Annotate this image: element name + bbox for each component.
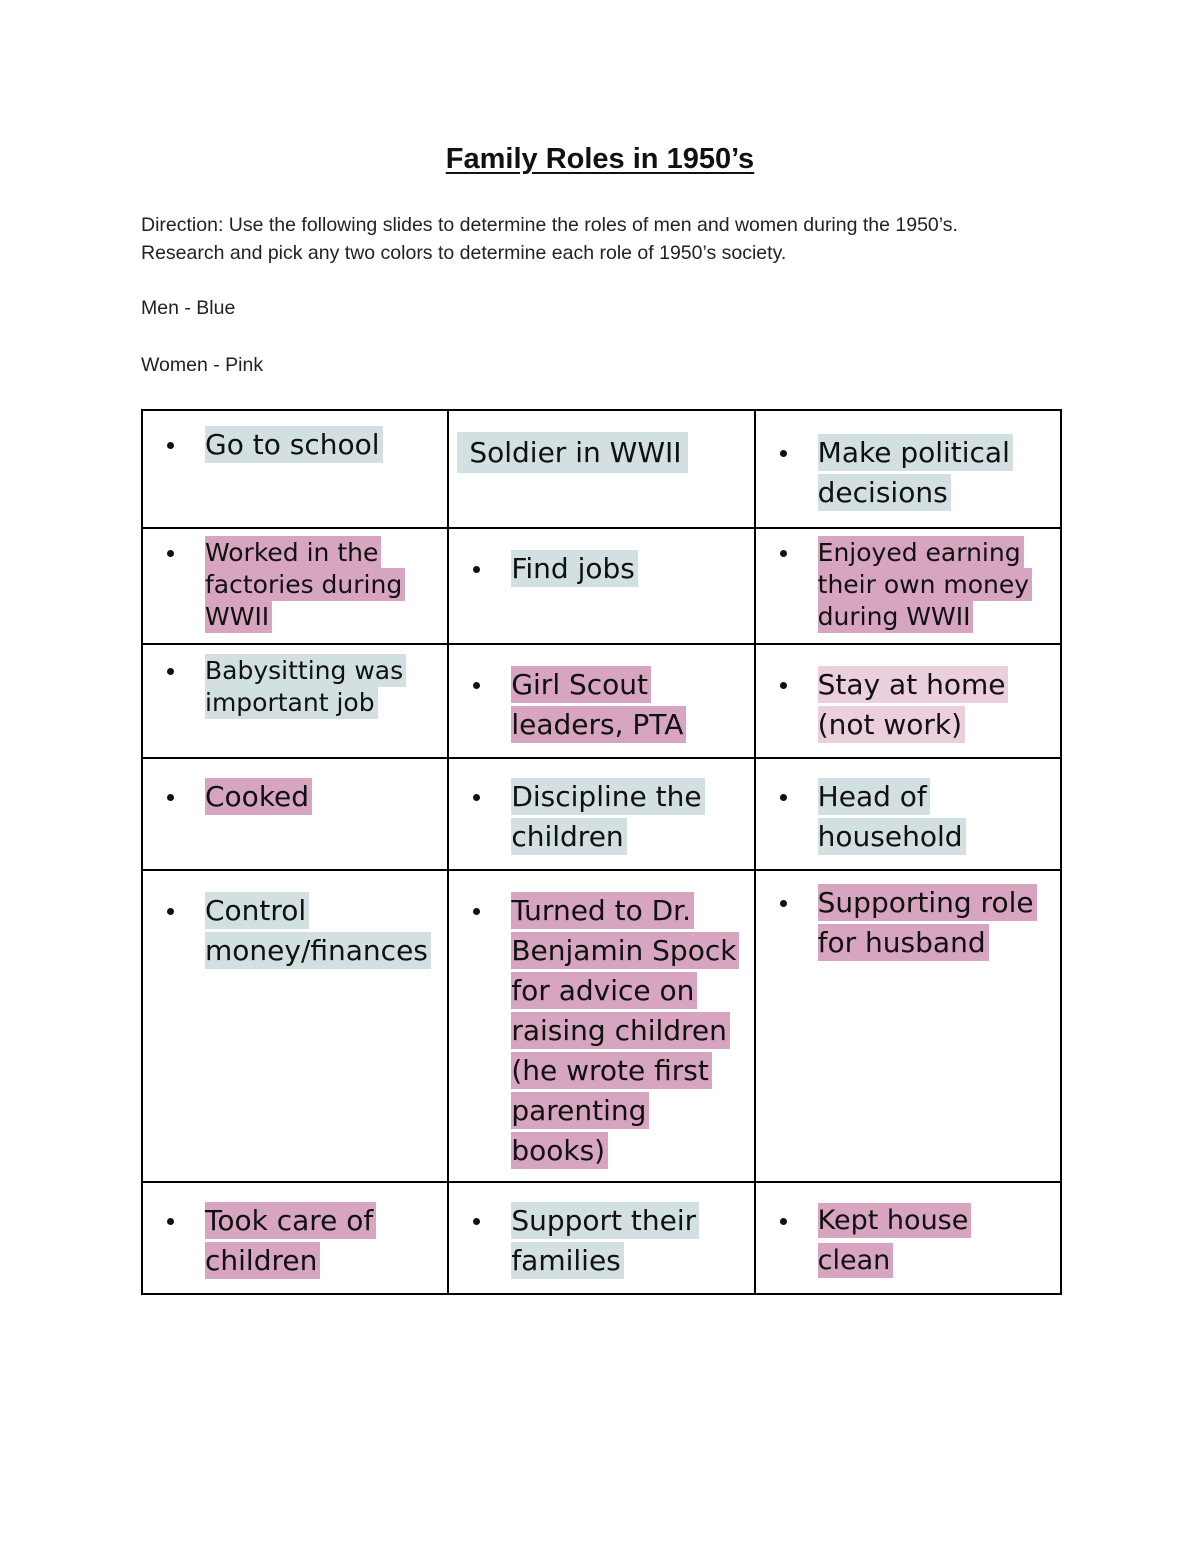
role-text: Stay at home (not work) bbox=[818, 666, 1009, 743]
table-row bbox=[142, 870, 1061, 1182]
list-item bbox=[776, 537, 1048, 633]
list-item bbox=[469, 665, 741, 745]
list-item bbox=[776, 1201, 1048, 1281]
list-item bbox=[469, 891, 741, 1171]
table-cell bbox=[755, 1182, 1061, 1294]
direction-line-2: Research and pick any two colors to determine each role of 1950’s society. bbox=[141, 242, 787, 264]
role-text: Kept house clean bbox=[818, 1203, 972, 1278]
role-text: Go to school bbox=[205, 426, 383, 463]
role-text: Enjoyed earning their own money during WWII bbox=[818, 536, 1032, 633]
table-cell bbox=[142, 758, 448, 870]
table-cell bbox=[448, 758, 754, 870]
table-cell bbox=[755, 410, 1061, 528]
table-cell bbox=[448, 644, 754, 758]
role-text: Soldier in WWII bbox=[457, 432, 687, 473]
role-text: Worked in the factories during WWII bbox=[205, 536, 405, 633]
list-item bbox=[163, 777, 435, 817]
role-text: Support their families bbox=[511, 1202, 699, 1279]
table-row bbox=[142, 758, 1061, 870]
list-item bbox=[776, 433, 1048, 513]
table-cell bbox=[142, 1182, 448, 1294]
role-text: Control money/finances bbox=[205, 892, 431, 969]
list-item bbox=[163, 425, 435, 465]
table-cell bbox=[142, 644, 448, 758]
list-item bbox=[469, 777, 741, 857]
table-cell bbox=[142, 410, 448, 528]
list-item bbox=[163, 537, 435, 633]
table-cell bbox=[448, 870, 754, 1182]
list-item bbox=[776, 883, 1048, 963]
table-cell bbox=[448, 1182, 754, 1294]
list-item bbox=[776, 665, 1048, 745]
table-cell bbox=[448, 528, 754, 644]
list-item bbox=[776, 777, 1048, 857]
page-title: Family Roles in 1950’s bbox=[445, 143, 755, 175]
table-row bbox=[142, 410, 1061, 528]
role-text: Took care of children bbox=[205, 1202, 376, 1279]
table-cell bbox=[142, 870, 448, 1182]
table-row bbox=[142, 1182, 1061, 1294]
list-item bbox=[469, 1201, 741, 1281]
role-text: Head of household bbox=[818, 778, 966, 855]
direction-line-1: Direction: Use the following slides to determine the roles of men and women during the 1950’s. bbox=[141, 214, 958, 236]
role-text: Supporting role for husband bbox=[818, 884, 1037, 961]
role-text: Girl Scout leaders, PTA bbox=[511, 666, 686, 743]
role-text: Cooked bbox=[205, 778, 312, 815]
table-row bbox=[142, 528, 1061, 644]
table-cell bbox=[448, 410, 754, 528]
table-cell bbox=[755, 870, 1061, 1182]
role-text: Find jobs bbox=[511, 550, 638, 587]
table-cell bbox=[755, 758, 1061, 870]
legend-women: Women - Pink bbox=[141, 354, 264, 376]
legend-men: Men - Blue bbox=[141, 297, 236, 319]
list-item bbox=[163, 655, 435, 719]
direction-text bbox=[141, 211, 1101, 267]
table-cell bbox=[755, 644, 1061, 758]
list-item bbox=[163, 891, 435, 971]
table-cell bbox=[755, 528, 1061, 644]
list-item bbox=[469, 549, 741, 589]
role-text: Discipline the children bbox=[511, 778, 704, 855]
role-text: Make political decisions bbox=[818, 434, 1013, 511]
role-text: Babysitting was important job bbox=[205, 654, 406, 719]
role-text: Turned to Dr. Benjamin Spock for advice on raising children (he wrote first parenting books) bbox=[511, 892, 739, 1169]
list-item bbox=[163, 1201, 435, 1281]
table-row bbox=[142, 644, 1061, 758]
roles-table bbox=[141, 409, 1062, 1295]
table-cell bbox=[142, 528, 448, 644]
